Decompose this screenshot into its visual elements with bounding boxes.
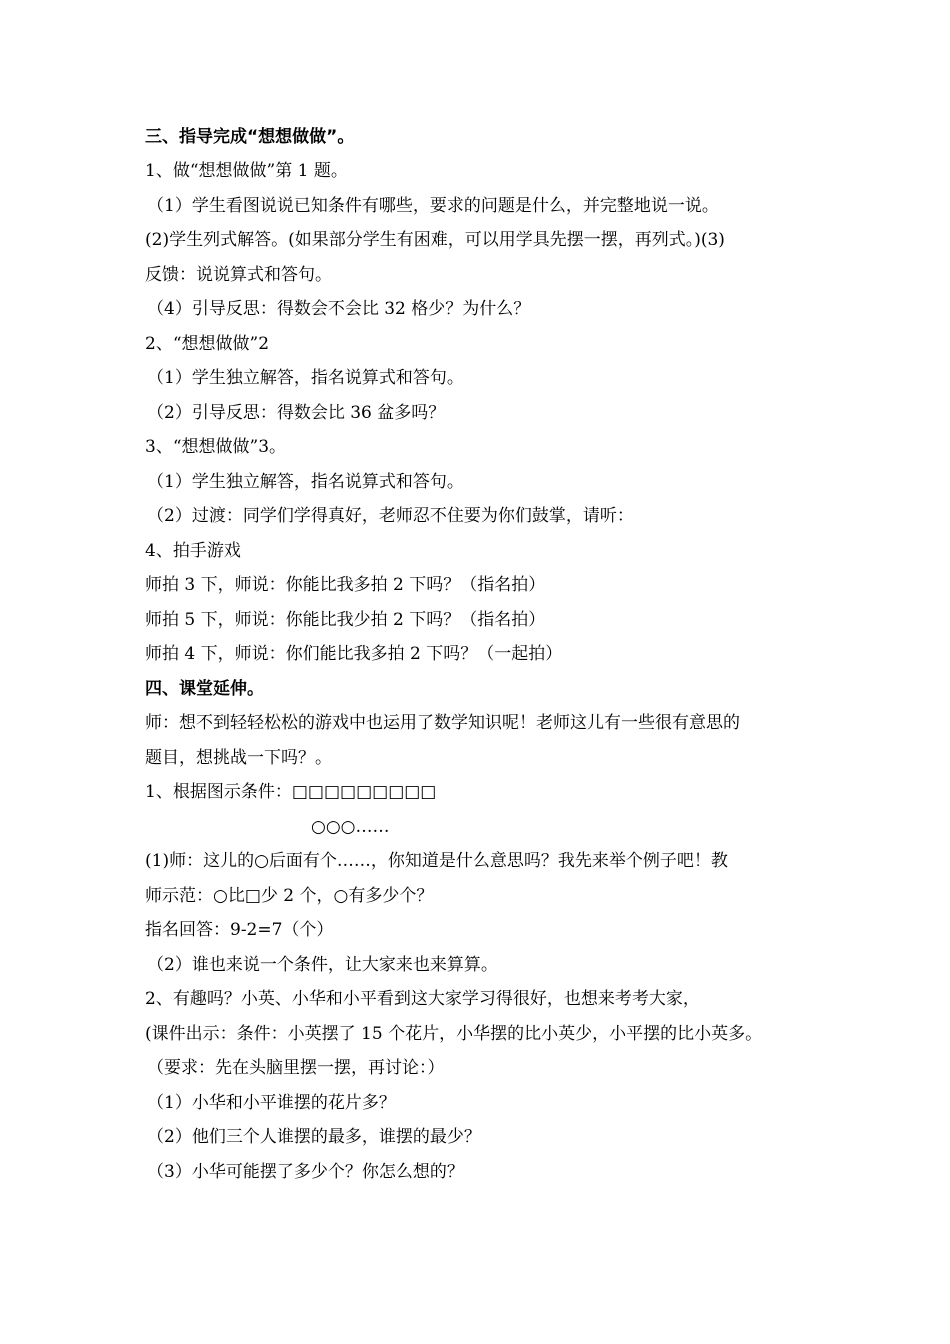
paragraph-line: 4、拍手游戏 — [145, 541, 241, 561]
paragraph-line: (2)学生列式解答。(如果部分学生有困难，可以用学具先摆一摆，再列式。)(3) — [145, 230, 725, 250]
paragraph-line: （1）小华和小平谁摆的花片多？ — [147, 1093, 396, 1113]
paragraph-line: 师：想不到轻轻松松的游戏中也运用了数学知识呢！老师这儿有一些很有意思的 — [145, 713, 740, 733]
paragraph-line: 题目，想挑战一下吗？。 — [145, 748, 332, 768]
paragraph-line: (课件出示：条件：小英摆了 15 个花片，小华摆的比小英少，小平摆的比小英多。 — [145, 1024, 763, 1044]
paragraph-line: (1)师：这儿的○后面有个……，你知道是什么意思吗？我先来举个例子吧！教 — [145, 851, 728, 871]
section-heading-4: 四、课堂延伸。 — [145, 679, 264, 699]
paragraph-line: （2）谁也来说一个条件，让大家来也来算算。 — [147, 955, 498, 975]
paragraph-line: 反馈：说说算式和答句。 — [145, 265, 332, 285]
paragraph-line: （4）引导反思：得数会不会比 32 格少？为什么？ — [147, 299, 531, 319]
paragraph-line: （1）学生独立解答，指名说算式和答句。 — [147, 368, 464, 388]
paragraph-line: 师拍 3 下，师说：你能比我多拍 2 下吗？（指名拍） — [145, 575, 546, 595]
paragraph-line: 1、根据图示条件：□□□□□□□□□ — [145, 782, 437, 802]
paragraph-line: 师拍 5 下，师说：你能比我少拍 2 下吗？（指名拍） — [145, 610, 546, 630]
section-heading-3: 三、指导完成“想想做做”。 — [145, 127, 355, 147]
paragraph-line: 师示范：○比□少 2 个，○有多少个？ — [145, 886, 434, 906]
paragraph-line: 2、“想想做做”2 — [145, 334, 270, 354]
paragraph-line: （要求：先在头脑里摆一摆，再讨论：） — [147, 1058, 445, 1078]
paragraph-line: （2）过渡：同学们学得真好，老师忍不住要为你们鼓掌，请听： — [147, 506, 634, 526]
paragraph-line: 师拍 4 下，师说：你们能比我多拍 2 下吗？（一起拍） — [145, 644, 563, 664]
paragraph-line: （1）学生独立解答，指名说算式和答句。 — [147, 472, 464, 492]
paragraph-line: 3、“想想做做”3。 — [145, 437, 287, 457]
paragraph-line: （1）学生看图说说已知条件有哪些，要求的问题是什么，并完整地说一说。 — [147, 196, 719, 216]
paragraph-line: 1、做“想想做做”第 1 题。 — [145, 161, 348, 181]
paragraph-line: 指名回答：9-2=7（个） — [145, 920, 334, 940]
paragraph-line: （3）小华可能摆了多少个？你怎么想的？ — [147, 1162, 464, 1182]
paragraph-line: 2、有趣吗？小英、小华和小平看到这大家学习得很好，也想来考考大家， — [145, 989, 700, 1009]
paragraph-line: （2）他们三个人谁摆的最多，谁摆的最少？ — [147, 1127, 481, 1147]
circles-row: ○○○…… — [311, 817, 390, 837]
paragraph-line: （2）引导反思：得数会比 36 盆多吗？ — [147, 403, 446, 423]
